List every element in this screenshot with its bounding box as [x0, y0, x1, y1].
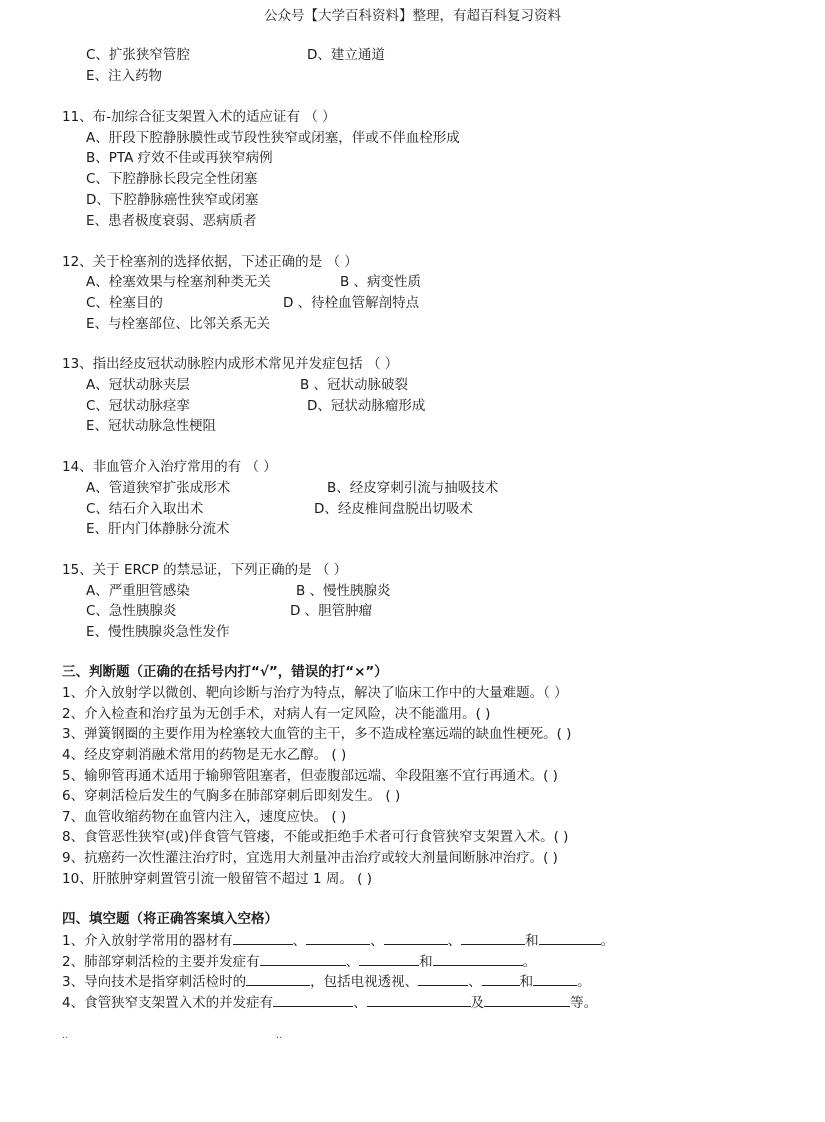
tf-item-9: 9、抗癌药一次性灌注治疗时，宜选用大剂量冲击治疗或较大剂量间断脉冲治疗。( ) — [62, 850, 558, 866]
q13-option-b: B 、冠状动脉破裂 — [300, 377, 409, 393]
tf-item-2: 2、介入检查和治疗虽为无创手术，对病人有一定风险，决不能滥用。( ) — [62, 706, 491, 722]
q11-option-e: E、患者极度衰弱、恶病质者 — [86, 213, 257, 229]
fill-4-prompt: 4、食管狭窄支架置入术的并发症有 — [62, 995, 274, 1011]
fill-blank[interactable] — [539, 931, 601, 945]
q14-option-e: E、肝内门体静脉分流术 — [86, 521, 230, 537]
tf-item-1: 1、介入放射学以微创、靶向诊断与治疗为特点，解决了临床工作中的大量难题。（ ） — [62, 685, 568, 701]
fill-blank[interactable] — [484, 993, 570, 1007]
fill-3-prompt: 3、导向技术是指穿刺活检时的 — [62, 974, 247, 990]
fill-blank[interactable] — [384, 931, 448, 945]
q12-stem: 12、关于栓塞剂的选择依据，下述正确的是 （ ） — [62, 254, 358, 270]
fill-item-4 — [62, 993, 597, 1012]
q12-option-a: A、栓塞效果与栓塞剂种类无关 — [86, 274, 271, 290]
fill-sep: 、 — [292, 933, 307, 949]
q14-option-a: A、管道狭窄扩张成形术 — [86, 480, 231, 496]
section4-title: 四、填空题（将正确答案填入空格） — [62, 911, 278, 927]
q11-option-a: A、肝段下腔静脉膜性或节段性狭窄或闭塞，伴或不伴血栓形成 — [86, 130, 460, 146]
fill-blank[interactable] — [367, 993, 471, 1007]
fill-blank[interactable] — [533, 972, 577, 986]
fill-end: 。 — [600, 933, 615, 949]
q11-option-c: C、下腔静脉长段完全性闭塞 — [86, 171, 258, 187]
fill-blank[interactable] — [359, 952, 419, 966]
tf-item-10: 10、肝脓肿穿刺置管引流一般留管不超过 1 周。 ( ) — [62, 871, 372, 887]
tf-item-3: 3、弹簧钢圈的主要作用为栓塞较大血管的主干，多不造成栓塞远端的缺血性梗死。( ) — [62, 726, 572, 742]
footer-dots-left: .. — [62, 1030, 69, 1041]
q15-option-d: D 、胆管肿瘤 — [290, 603, 373, 619]
fill-sep: 及 — [470, 995, 485, 1011]
fill-2-prompt: 2、肺部穿刺活检的主要并发症有 — [62, 954, 260, 970]
q14-option-d: D、经皮椎间盘脱出切吸术 — [314, 501, 473, 517]
q13-option-a: A、冠状动脉夹层 — [86, 377, 190, 393]
fill-item-2 — [62, 952, 536, 971]
footer-dots-right: .. — [276, 1030, 283, 1041]
fill-end: 。 — [577, 974, 591, 990]
fill-sep: ，包括电视透视、 — [310, 974, 419, 990]
fill-sep: 、 — [370, 933, 384, 949]
q14-option-c: C、结石介入取出术 — [86, 501, 204, 517]
q13-option-e: E、冠状动脉急性梗阻 — [86, 418, 217, 434]
q10-option-c: C、扩张狭窄管腔 — [86, 47, 190, 63]
fill-sep: 和 — [519, 974, 534, 990]
q10-option-e: E、注入药物 — [86, 68, 163, 84]
q12-option-e: E、与栓塞部位、比邻关系无关 — [86, 316, 271, 332]
q12-option-b: B 、病变性质 — [340, 274, 422, 290]
q10-option-d: D、建立通道 — [307, 47, 385, 63]
fill-blank[interactable] — [246, 972, 310, 986]
q15-option-b: B 、慢性胰腺炎 — [296, 583, 391, 599]
q15-option-c: C、急性胰腺炎 — [86, 603, 177, 619]
q11-stem: 11、布-加综合征支架置入术的适应证有 （ ） — [62, 109, 336, 125]
fill-sep: 、 — [468, 974, 482, 990]
q12-option-c: C、栓塞目的 — [86, 295, 163, 311]
fill-item-1 — [62, 931, 614, 950]
q14-stem: 14、非血管介入治疗常用的有 （ ） — [62, 459, 277, 475]
fill-blank[interactable] — [418, 972, 468, 986]
fill-blank[interactable] — [306, 931, 370, 945]
fill-sep: 和 — [419, 954, 433, 970]
fill-blank[interactable] — [482, 972, 520, 986]
fill-blank[interactable] — [273, 993, 353, 1007]
fill-sep: 、 — [353, 995, 367, 1011]
fill-sep: 、 — [345, 954, 360, 970]
fill-end: 。 — [522, 954, 537, 970]
q15-option-a: A、严重胆管感染 — [86, 583, 190, 599]
q14-option-b: B、经皮穿刺引流与抽吸技术 — [327, 480, 499, 496]
page-header: 公众号【大学百科资料】整理，有超百科复习资料 — [264, 8, 561, 24]
q12-option-d: D 、待栓血管解剖特点 — [283, 295, 420, 311]
fill-sep: 、 — [447, 933, 462, 949]
tf-item-5: 5、输卵管再通术适用于输卵管阻塞者，但壶腹部远端、伞段阻塞不宜行再通术。( ) — [62, 768, 558, 784]
fill-sep: 和 — [525, 933, 539, 949]
fill-blank[interactable] — [461, 931, 525, 945]
tf-item-6: 6、穿刺活检后发生的气胸多在肺部穿刺后即刻发生。 ( ) — [62, 788, 401, 804]
tf-item-8: 8、食管恶性狭窄(或)伴食管气管瘘，不能或拒绝手术者可行食管狭窄支架置入术。( ) — [62, 829, 569, 845]
q13-option-c: C、冠状动脉痉挛 — [86, 398, 190, 414]
q11-option-b: B、PTA 疗效不佳或再狭窄病例 — [86, 150, 273, 166]
q13-stem: 13、指出经皮冠状动脉腔内成形术常见并发症包括 （ ） — [62, 356, 399, 372]
fill-1-prompt: 1、介入放射学常用的器材有 — [62, 933, 233, 949]
q15-stem: 15、关于 ERCP 的禁忌证，下列正确的是 （ ） — [62, 562, 348, 578]
q15-option-e: E、慢性胰腺炎急性发作 — [86, 624, 230, 640]
q13-option-d: D、冠状动脉瘤形成 — [307, 398, 426, 414]
fill-end: 等。 — [570, 995, 598, 1011]
tf-item-7: 7、血管收缩药物在血管内注入，速度应快。 ( ) — [62, 809, 347, 825]
fill-item-3 — [62, 972, 591, 991]
fill-blank[interactable] — [260, 952, 346, 966]
fill-blank[interactable] — [233, 931, 293, 945]
q11-option-d: D、下腔静脉癌性狭窄或闭塞 — [86, 192, 259, 208]
tf-item-4: 4、经皮穿刺消融术常用的药物是无水乙醇。 ( ) — [62, 747, 347, 763]
section3-title: 三、判断题（正确的在括号内打“√”，错误的打“×”） — [62, 664, 388, 680]
fill-blank[interactable] — [433, 952, 523, 966]
